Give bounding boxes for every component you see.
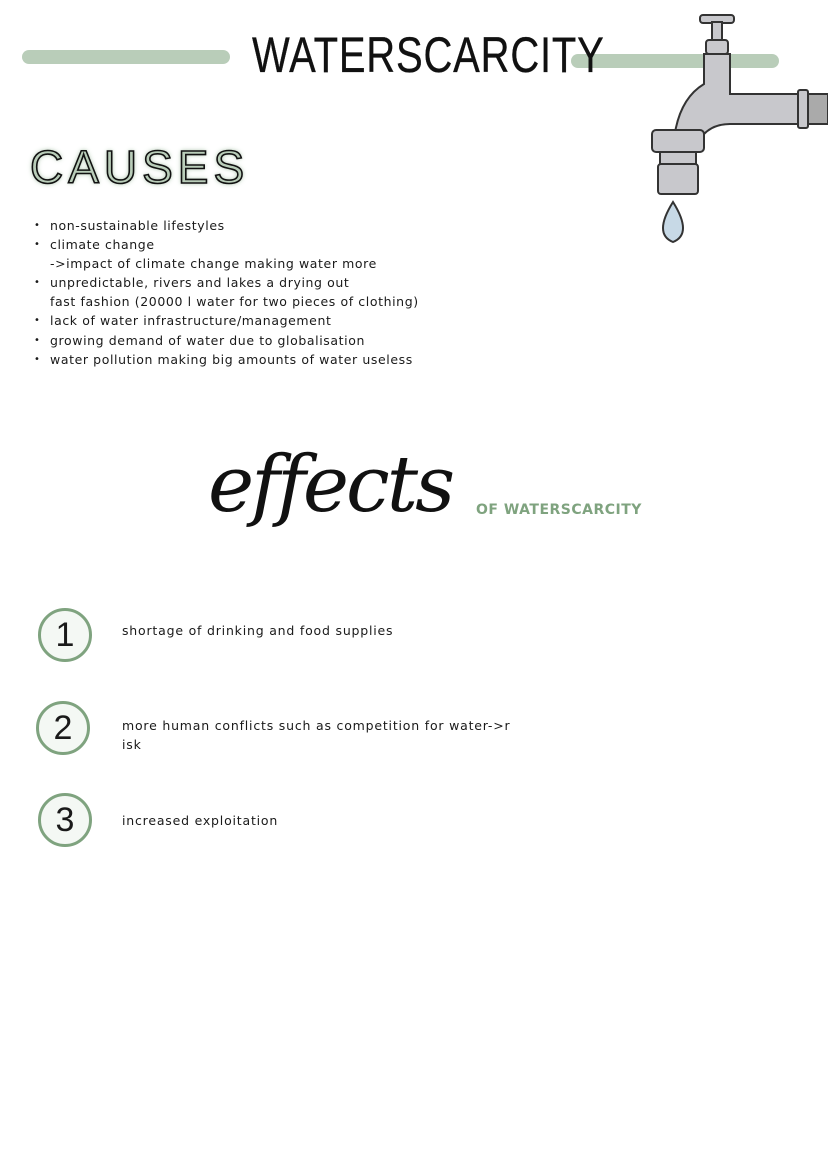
effect-text-2: more human conflicts such as competition for water->risk [122, 718, 511, 752]
cause-item: • growing demand of water due to globalisation [34, 331, 419, 350]
causes-list [34, 216, 419, 369]
cause-item: • unpredictable, rivers and lakes a drying out [34, 273, 419, 292]
decor-bar-left [22, 50, 230, 64]
cause-item: • non-sustainable lifestyles [34, 216, 419, 235]
effect-number-1: 1 [38, 608, 92, 662]
cause-item: • climate change [34, 235, 419, 254]
water-tap-icon [640, 10, 828, 260]
effects-subheading: OF WATERSCARCITY [476, 502, 642, 518]
cause-item: • lack of water infrastructure/management [34, 311, 419, 330]
cause-item: fast fashion (20000 l water for two pieces of clothing) [50, 294, 419, 310]
cause-item: • water pollution making big amounts of water useless [34, 350, 419, 369]
effects-heading: effects [208, 440, 453, 530]
effect-text-3: increased exploitation [122, 813, 279, 828]
page-title: WATERSCARCITY [252, 27, 605, 83]
effect-number-2: 2 [36, 701, 90, 755]
cause-item: ->impact of climate change making water more [50, 256, 377, 272]
effect-number-3: 3 [38, 793, 92, 847]
causes-heading: CAUSES [30, 141, 250, 193]
effect-text-1: shortage of drinking and food supplies [122, 623, 394, 638]
